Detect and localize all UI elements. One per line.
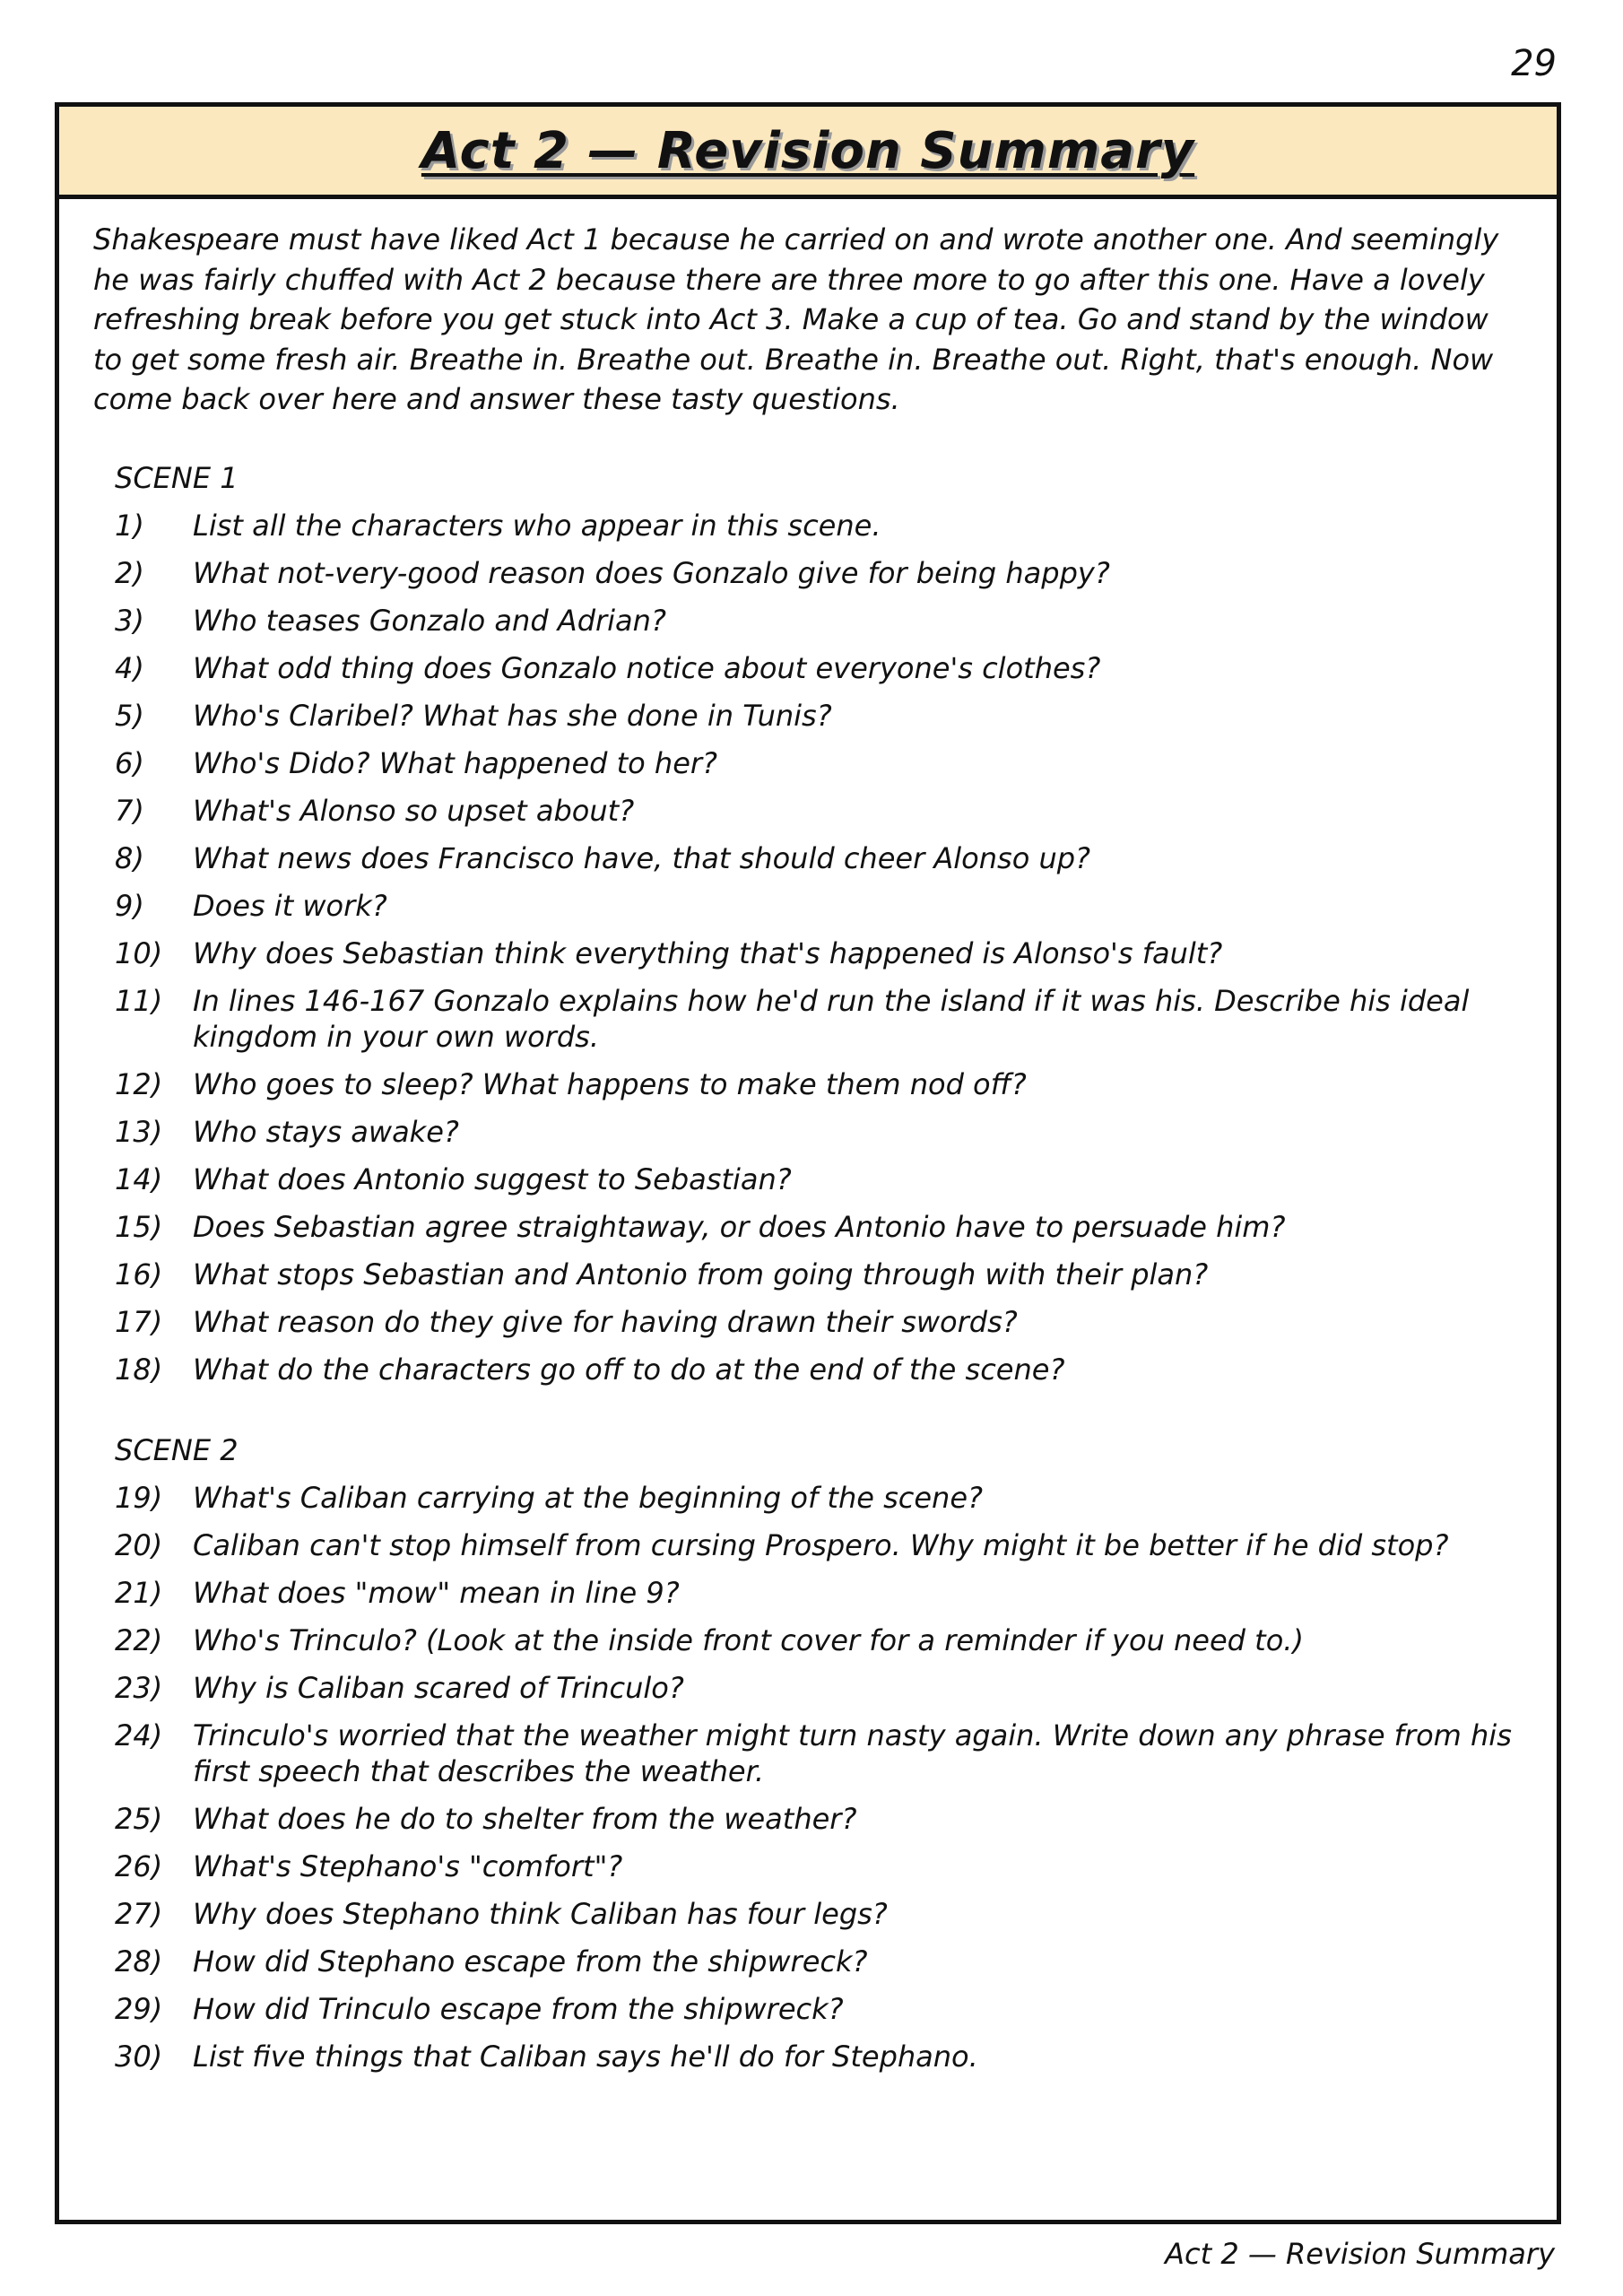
scene-2-heading: SCENE 2 bbox=[115, 1432, 239, 1467]
question-item bbox=[93, 1352, 1523, 1387]
question-item bbox=[93, 1209, 1523, 1245]
question-item bbox=[93, 983, 1523, 1055]
question-text: Who teases Gonzalo and Adrian? bbox=[193, 603, 666, 638]
revision-summary-box bbox=[55, 102, 1561, 2224]
question-item bbox=[93, 1527, 1523, 1563]
question-number: 11) bbox=[115, 983, 163, 1018]
question-text: What reason do they give for having drawn their swords? bbox=[193, 1304, 1018, 1339]
question-number: 23) bbox=[115, 1670, 163, 1705]
content-area bbox=[93, 220, 1523, 2086]
question-item bbox=[93, 1622, 1523, 1658]
question-text: What does "mow" mean in line 9? bbox=[193, 1575, 680, 1610]
footer-running-title: Act 2 — Revision Summary bbox=[1165, 2237, 1555, 2271]
question-text: What not-very-good reason does Gonzalo give for being happy? bbox=[193, 555, 1110, 590]
question-number: 1) bbox=[115, 508, 144, 543]
question-item bbox=[93, 1304, 1523, 1340]
scene-2-question-list bbox=[93, 1480, 1523, 2074]
question-number: 30) bbox=[115, 2039, 163, 2074]
question-item bbox=[93, 2039, 1523, 2074]
question-item bbox=[93, 1066, 1523, 1102]
question-text: What does Antonio suggest to Sebastian? bbox=[193, 1161, 792, 1196]
question-text: What do the characters go off to do at the end of the scene? bbox=[193, 1352, 1065, 1387]
page-number: 29 bbox=[1511, 43, 1557, 84]
question-item bbox=[93, 1896, 1523, 1932]
question-item bbox=[93, 555, 1523, 591]
question-text: What odd thing does Gonzalo notice about everyone's clothes? bbox=[193, 650, 1101, 685]
question-number: 10) bbox=[115, 935, 163, 970]
question-item bbox=[93, 1161, 1523, 1197]
question-item bbox=[93, 840, 1523, 876]
question-item bbox=[93, 1575, 1523, 1611]
question-number: 9) bbox=[115, 888, 144, 923]
question-item bbox=[93, 935, 1523, 971]
question-text: Why is Caliban scared of Trinculo? bbox=[193, 1670, 684, 1705]
question-text: Why does Stephano think Caliban has four legs? bbox=[193, 1896, 888, 1931]
question-number: 17) bbox=[115, 1304, 163, 1339]
title-bar bbox=[59, 107, 1557, 199]
question-text: How did Stephano escape from the shipwreck? bbox=[193, 1944, 868, 1979]
question-text: How did Trinculo escape from the shipwreck? bbox=[193, 1991, 844, 2026]
question-text: List all the characters who appear in this scene. bbox=[193, 508, 881, 543]
question-number: 3) bbox=[115, 603, 144, 638]
question-item bbox=[93, 698, 1523, 734]
question-text: What does he do to shelter from the weather? bbox=[193, 1801, 857, 1836]
question-number: 27) bbox=[115, 1896, 163, 1931]
question-number: 28) bbox=[115, 1944, 163, 1979]
question-number: 7) bbox=[115, 793, 144, 828]
intro-paragraph: Shakespeare must have liked Act 1 because he carried on and wrote another one. And seemingly he was fairly chuffed with Act 2 because there are three more to go after this one. Have a lovely refreshing break before you get stuck into Act 3. Make a cup of tea. Go and stand by the window to get some fresh air. Breathe in. Breathe out. Breathe in. Breathe out. Right, that's enough. Now come back over here and answer these tasty questions. bbox=[93, 222, 1499, 416]
scene-1-heading: SCENE 1 bbox=[115, 460, 239, 495]
question-number: 24) bbox=[115, 1718, 163, 1752]
question-item bbox=[93, 1670, 1523, 1706]
question-number: 12) bbox=[115, 1066, 163, 1101]
question-number: 22) bbox=[115, 1622, 163, 1657]
question-text: Who's Dido? What happened to her? bbox=[193, 745, 718, 780]
question-number: 14) bbox=[115, 1161, 163, 1196]
question-number: 4) bbox=[115, 650, 144, 685]
question-number: 15) bbox=[115, 1209, 163, 1244]
question-item bbox=[93, 1944, 1523, 1979]
question-number: 2) bbox=[115, 555, 144, 590]
question-item bbox=[93, 603, 1523, 639]
question-number: 8) bbox=[115, 840, 144, 875]
question-item bbox=[93, 1718, 1523, 1789]
question-text: What news does Francisco have, that should cheer Alonso up? bbox=[193, 840, 1091, 875]
page-title: Act 2 — Revision Summary bbox=[421, 121, 1195, 180]
question-number: 18) bbox=[115, 1352, 163, 1387]
question-item bbox=[93, 1991, 1523, 2027]
question-number: 29) bbox=[115, 1991, 163, 2026]
question-item bbox=[93, 793, 1523, 829]
question-number: 19) bbox=[115, 1480, 163, 1515]
question-number: 25) bbox=[115, 1801, 163, 1836]
question-item bbox=[93, 1801, 1523, 1837]
question-text: In lines 146-167 Gonzalo explains how he'd run the island if it was his. Describe his ideal kingdom in your own words. bbox=[193, 983, 1470, 1054]
question-text: Trinculo's worried that the weather might turn nasty again. Write down any phrase from his first speech that describes the weather. bbox=[193, 1718, 1512, 1788]
question-text: Who goes to sleep? What happens to make them nod off? bbox=[193, 1066, 1027, 1101]
question-text: Caliban can't stop himself from cursing Prospero. Why might it be better if he did stop? bbox=[193, 1527, 1449, 1562]
question-item bbox=[93, 508, 1523, 544]
question-text: Who's Trinculo? (Look at the inside front cover for a reminder if you need to.) bbox=[193, 1622, 1304, 1657]
question-text: What's Stephano's "comfort"? bbox=[193, 1848, 623, 1883]
question-text: Who stays awake? bbox=[193, 1114, 459, 1149]
question-text: Why does Sebastian think everything that's happened is Alonso's fault? bbox=[193, 935, 1223, 970]
question-item bbox=[93, 888, 1523, 924]
question-text: Does it work? bbox=[193, 888, 387, 923]
question-text: List five things that Caliban says he'll do for Stephano. bbox=[193, 2039, 978, 2074]
question-text: What stops Sebastian and Antonio from going through with their plan? bbox=[193, 1257, 1209, 1292]
question-item bbox=[93, 1257, 1523, 1292]
question-text: What's Alonso so upset about? bbox=[193, 793, 635, 828]
question-item bbox=[93, 745, 1523, 781]
scene-1-question-list bbox=[93, 508, 1523, 1387]
question-number: 21) bbox=[115, 1575, 163, 1610]
question-number: 6) bbox=[115, 745, 144, 780]
question-number: 13) bbox=[115, 1114, 163, 1149]
question-item bbox=[93, 1480, 1523, 1516]
question-text: Who's Claribel? What has she done in Tunis? bbox=[193, 698, 832, 733]
question-item bbox=[93, 1848, 1523, 1884]
question-number: 20) bbox=[115, 1527, 163, 1562]
question-number: 26) bbox=[115, 1848, 163, 1883]
question-item bbox=[93, 1114, 1523, 1150]
question-number: 5) bbox=[115, 698, 144, 733]
question-text: What's Caliban carrying at the beginning of the scene? bbox=[193, 1480, 983, 1515]
question-text: Does Sebastian agree straightaway, or does Antonio have to persuade him? bbox=[193, 1209, 1286, 1244]
question-item bbox=[93, 650, 1523, 686]
question-number: 16) bbox=[115, 1257, 163, 1292]
